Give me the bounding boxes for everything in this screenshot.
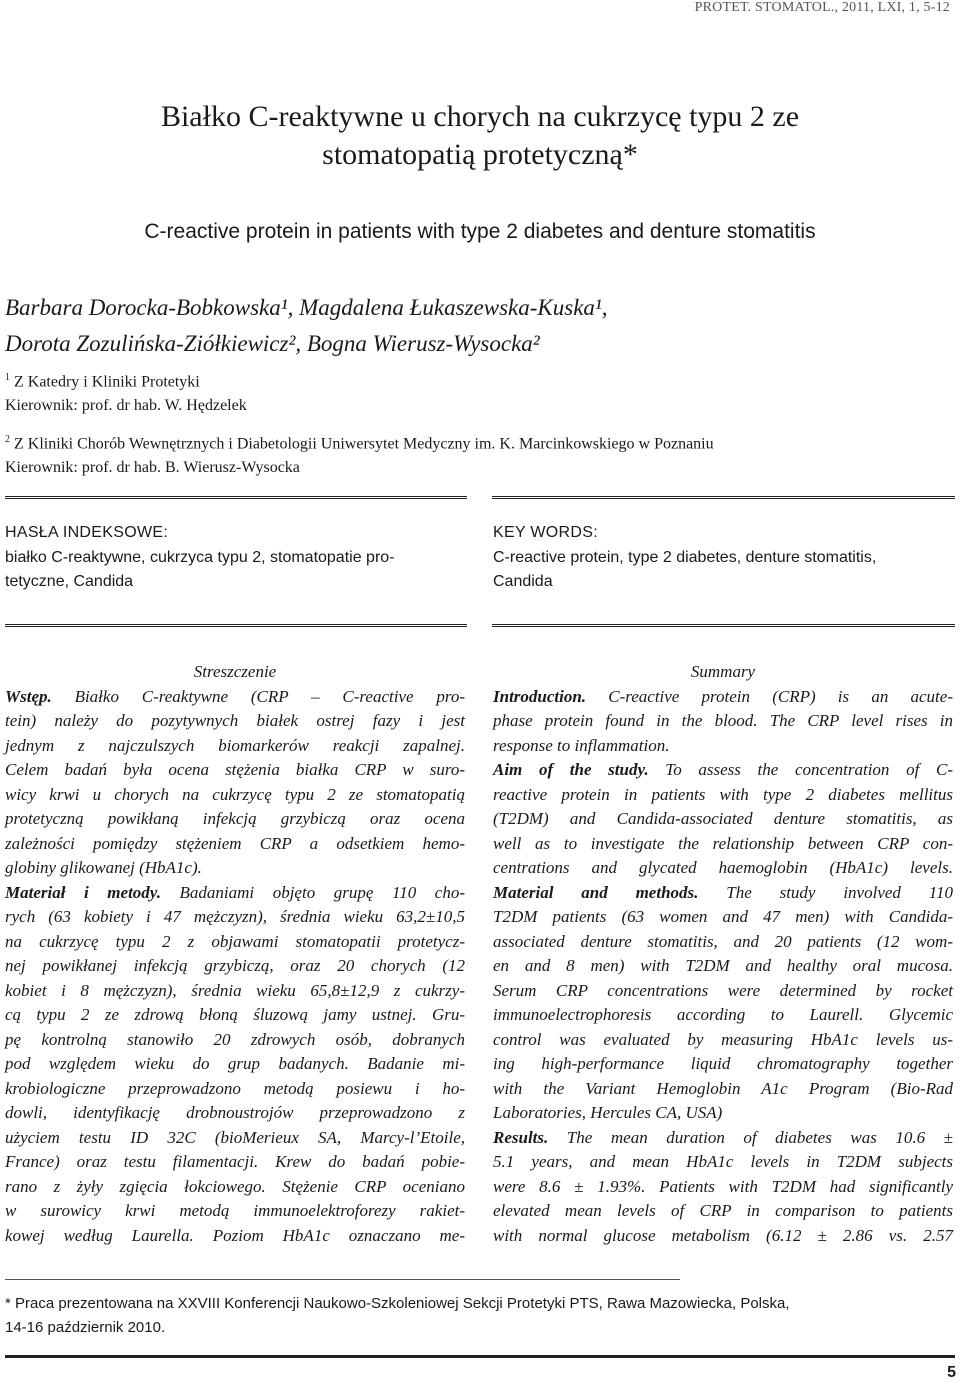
abstract-english-heading: Summary (690, 662, 756, 681)
page-number: 5 (947, 1364, 956, 1381)
footnote-line-1: * Praca prezentowana na XXVIII Konferencji Naukowo-Szkoleniowej Sekcji Protetyki PTS, Rawa Mazowiecka, Polska, (5, 1295, 790, 1312)
divider-rule (5, 496, 467, 499)
abstract-polish-line: pę kontrolną stanowiło 20 zdrowych osób, dobranych (5, 1029, 465, 1049)
abstract-english-body (493, 685, 953, 1249)
abstract-polish-line: Materiał i metody. Badaniami objęto grupę 110 cho- (5, 882, 465, 902)
affiliation-1 (5, 366, 247, 418)
affiliation-2 (5, 428, 714, 480)
abstract-polish-line: cą typu 2 ze zdrową błoną śluzową jamy ustnej. Gru- (5, 1005, 465, 1024)
divider-rule (492, 496, 955, 499)
keywords-polish (5, 524, 467, 594)
abstract-polish-line: użyciem testu ID 32C (bioMerieux SA, Marcy-l’Etoile, (5, 1127, 465, 1147)
abstract-english-line: centrations and glycated haemoglobin (HbA1c) levels. (493, 858, 953, 877)
abstract-english (493, 660, 953, 1248)
abstract-polish-line: kowej według Laurella. Poziom HbA1c oznaczano me- (5, 1225, 465, 1245)
abstract-english-line: Laboratories, Hercules CA, USA) (493, 1103, 723, 1122)
page-bottom-rule (5, 1355, 955, 1358)
abstract-polish-line: rych (63 kobiety i 47 mężczyzn), średnia wieku 63,2±10,5 (5, 907, 465, 926)
abstract-english-line: reactive protein in patients with type 2 diabetes mellitus (493, 784, 953, 804)
keywords-english-line-1: C-reactive protein, type 2 diabetes, denture stomatitis, (493, 549, 877, 566)
footnote-rule (5, 1279, 680, 1280)
article-title (0, 98, 960, 174)
abstract-english-line: associated denture stomatitis, and 20 patients (12 wom- (493, 931, 953, 951)
keywords-polish-heading: HASŁA INDEKSOWE: (5, 524, 169, 541)
abstract-polish-line: kobiet i 8 mężczyzn), średnia wieku 65,8±12,9 z cukrzy- (5, 980, 465, 1000)
abstract-english-line: Aim of the study. To assess the concentration of C- (493, 760, 953, 779)
abstract-english-line: Results. The mean duration of diabetes was 10.6 ± (493, 1127, 953, 1147)
abstract-polish-heading: Streszczenie (193, 662, 277, 681)
footnote (5, 1292, 955, 1340)
abstract-polish-line: pod względem wieku do grup badanych. Badanie mi- (5, 1054, 465, 1073)
abstract-polish-line: France) oraz testu filamentacji. Krew do badań pobie- (5, 1152, 465, 1171)
affiliation-2-number: 2 (5, 434, 10, 445)
authors-line-2: Dorota Zozulińska-Ziółkiewicz², Bogna Wierusz-Wysocka² (5, 331, 540, 356)
abstract-english-line: response to inflammation. (493, 735, 670, 755)
abstract-polish-line: dowli, identyfikację drobnoustrojów przeprowadzono z (5, 1103, 465, 1122)
abstract-polish-line: na cukrzycę typu 2 z objawami stomatopatii protetycz- (5, 931, 465, 951)
keywords-english-heading: KEY WORDS: (493, 524, 598, 541)
authors-line-1: Barbara Dorocka-Bobkowska¹, Magdalena Łukaszewska-Kuska¹, (5, 295, 608, 320)
abstract-polish-line: tein) należy do pozytywnych białek ostrej fazy i jest (5, 711, 465, 730)
abstract-english-line: with normal glucose metabolism (6.12 ± 2.86 vs. 2.57 (493, 1225, 953, 1245)
keywords-polish-line-1: białko C-reaktywne, cukrzyca typu 2, stomatopatie pro- (5, 549, 395, 566)
abstract-english-line: Introduction. C-reactive protein (CRP) is an acute- (493, 686, 953, 706)
abstract-english-line: Material and methods. The study involved 110 (493, 882, 953, 902)
english-title: C-reactive protein in patients with type 2 diabetes and denture stomatitis (144, 220, 816, 243)
author-list (5, 290, 608, 362)
abstract-polish-line: jednym z najczulszych biomarkerów reakcji zapalnej. (5, 735, 465, 755)
abstract-english-line: control was evaluated by measuring HbA1c levels us- (493, 1029, 953, 1049)
abstract-english-line: en and 8 men) with T2DM and healthy oral mucosa. (493, 956, 953, 975)
footnote-line-2: 14-16 październik 2010. (5, 1319, 166, 1336)
abstract-english-line: (T2DM) and Candida-associated denture stomatitis, as (493, 809, 953, 828)
abstract-english-line: ing high-performance liquid chromatography together (493, 1054, 953, 1073)
abstract-polish-line: zależności pomiędzy stężeniem CRP a odsetkiem hemo- (5, 833, 465, 853)
abstract-english-line: phase protein found in the blood. The CRP level rises in (493, 711, 953, 730)
abstract-english-line: 5.1 years, and mean HbA1c levels in T2DM subjects (493, 1152, 953, 1171)
abstract-polish-line: nej powikłanej infekcją grzybiczą, oraz 20 chorych (12 (5, 956, 465, 975)
affiliation-1-head: Kierownik: prof. dr hab. W. Hędzelek (5, 397, 247, 415)
abstract-english-line: well as to investigate the relationship between CRP con- (493, 833, 953, 853)
abstract-english-line: T2DM patients (63 women and 47 men) with Candida- (493, 907, 953, 926)
abstract-english-line: elevated mean levels of CRP in comparison to patients (493, 1201, 953, 1220)
abstract-polish-line: globiny glikowanej (HbA1c). (5, 858, 202, 877)
affiliation-2-name: Z Kliniki Chorób Wewnętrznych i Diabetologii Uniwersytet Medyczny im. K. Marcinkowskiego w Poznaniu (10, 435, 714, 453)
abstract-polish-line: protetyczną powikłaną infekcją grzybiczą oraz ocena (5, 809, 465, 828)
title-line-2: stomatopatią protetyczną* (322, 138, 638, 171)
abstract-english-line: with the Variant Hemoglobin A1c Program (Bio-Rad (493, 1078, 953, 1098)
abstract-english-line: immunoelectrophoresis according to Laurell. Glycemic (493, 1005, 953, 1024)
affiliation-1-name: Z Katedry i Kliniki Protetyki (10, 373, 200, 391)
divider-rule (5, 624, 467, 627)
abstract-polish (5, 660, 465, 1248)
abstract-polish-line: Wstęp. Białko C-reaktywne (CRP – C-reactive pro- (5, 686, 465, 706)
title-line-1: Białko C-reaktywne u chorych na cukrzycę typu 2 ze (160, 100, 800, 133)
abstract-polish-line: wicy krwi u chorych na cukrzycę typu 2 ze stomatopatią (5, 784, 465, 804)
abstract-polish-line: w surowicy krwi metodą immunoelektroforezy rakiet- (5, 1201, 465, 1220)
abstract-polish-line: Celem badań była ocena stężenia białka CRP w suro- (5, 760, 465, 779)
abstract-polish-body (5, 685, 465, 1249)
affiliation-2-head: Kierownik: prof. dr hab. B. Wierusz-Wysocka (5, 459, 300, 477)
abstract-polish-line: krobiologiczne przeprowadzono metodą posiewu i ho- (5, 1078, 465, 1098)
divider-rule (492, 624, 955, 627)
journal-citation: PROTET. STOMATOL., 2011, LXI, 1, 5-12 (694, 0, 950, 15)
abstract-polish-line: rano z żyły zgięcia łokciowego. Stężenie CRP oceniano (5, 1176, 465, 1196)
affiliation-1-number: 1 (5, 372, 10, 383)
abstract-english-line: were 8.6 ± 1.93%. Patients with T2DM had significantly (493, 1176, 953, 1196)
abstract-english-line: Serum CRP concentrations were determined by rocket (493, 980, 953, 1000)
keywords-polish-line-2: tetyczne, Candida (5, 573, 134, 590)
keywords-english-line-2: Candida (493, 573, 553, 590)
keywords-english (493, 524, 955, 594)
